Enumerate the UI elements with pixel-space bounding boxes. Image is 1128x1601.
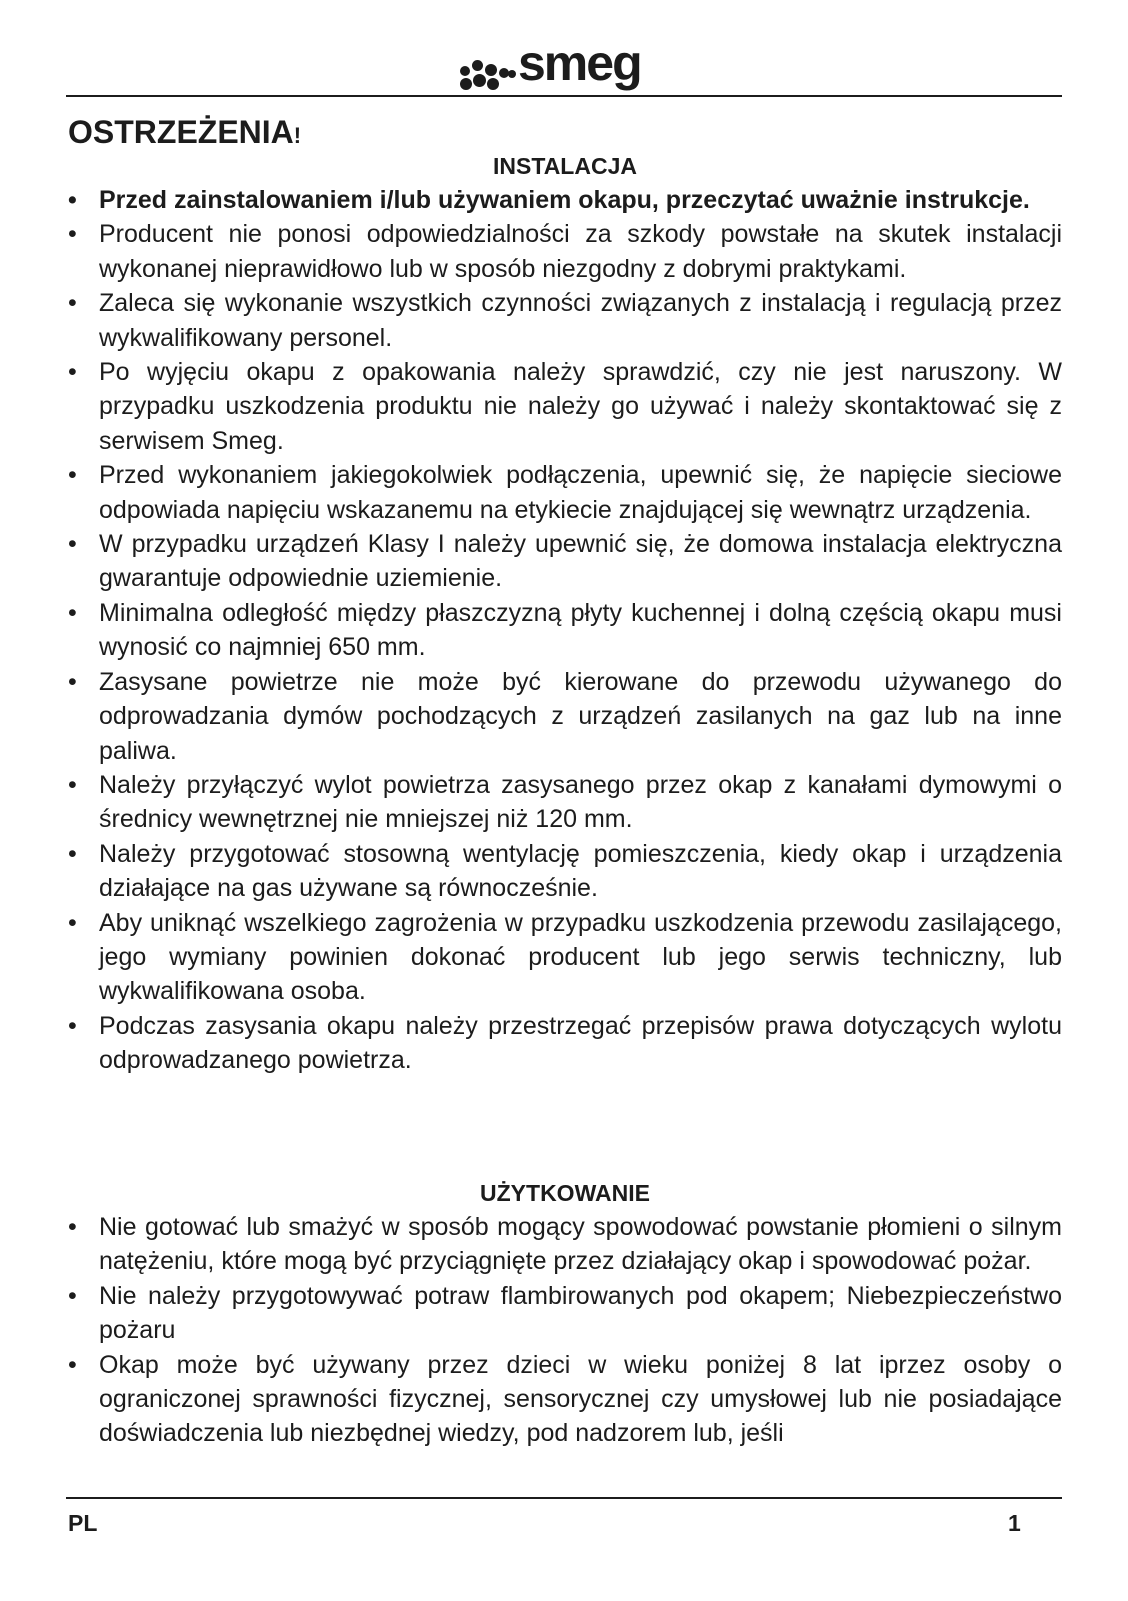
title-exclamation: ! (293, 123, 302, 148)
installation-item: • Po wyjęciu okapu z opakowania należy sprawdzić, czy nie jest naruszony. W przypadku uszkodzenia produktu nie należy go używać i należy skontaktować się z serwisem Smeg. (68, 355, 1062, 458)
header-rule (66, 95, 1062, 97)
installation-item: • Należy przyłączyć wylot powietrza zasysanego przez okap z kanałami dymowymi o średnicy wewnętrznej nie mniejszej niż 120 mm. (68, 768, 1062, 837)
installation-item: • Zaleca się wykonanie wszystkich czynności związanych z instalacją i regulacją przez wykwalifikowany personel. (68, 286, 1062, 355)
installation-list (68, 183, 1062, 1078)
installation-item: • Producent nie ponosi odpowiedzialności za szkody powstałe na skutek instalacji wykonanej nieprawidłowo lub w sposób niezgodny z dobrymi praktykami. (68, 217, 1062, 286)
usage-item: • Nie gotować lub smażyć w sposób mogący spowodować powstanie płomieni o silnym natężeniu, które mogą być przyciągnięte przez działający okap i spowodować pożar. (68, 1210, 1062, 1279)
smeg-logo (460, 35, 660, 94)
page-title (68, 116, 301, 148)
usage-list (68, 1210, 1062, 1451)
installation-heading: INSTALACJA (493, 153, 637, 179)
footer-language: PL (68, 1510, 98, 1536)
installation-item: • Zasysane powietrze nie może być kierowane do przewodu używanego do odprowadzania dymów pochodzących z urządzeń zasilanych na gaz lub na inne paliwa. (68, 665, 1062, 768)
installation-item: • Przed wykonaniem jakiegokolwiek podłączenia, upewnić się, że napięcie sieciowe odpowiada napięciu wskazanemu na etykiecie znajdującej się wewnątrz urządzenia. (68, 458, 1062, 527)
installation-item: • Minimalna odległość między płaszczyzną płyty kuchennej i dolną częścią okapu musi wynosić co najmniej 650 mm. (68, 596, 1062, 665)
installation-item: • Podczas zasysania okapu należy przestrzegać przepisów prawa dotyczących wylotu odprowadzanego powietrza. (68, 1009, 1062, 1078)
installation-item: • Aby uniknąć wszelkiego zagrożenia w przypadku uszkodzenia przewodu zasilającego, jego wymiany powinien dokonać producent lub jego serwis techniczny, lub wykwalifikowana osoba. (68, 906, 1062, 1009)
usage-item: • Okap może być używany przez dzieci w wieku poniżej 8 lat iprzez osoby o ograniczonej sprawności fizycznej, sensorycznej czy umysłowej lub nie posiadające doświadczenia lub niezbędnej wiedzy, pod nadzorem lub, jeśli (68, 1348, 1062, 1451)
page-number: 1 (1008, 1510, 1021, 1536)
installation-item: • Należy przygotować stosowną wentylację pomieszczenia, kiedy okap i urządzenia działające na gas używane są równocześnie. (68, 837, 1062, 906)
installation-item: • Przed zainstalowaniem i/lub używaniem okapu, przeczytać uważnie instrukcje. (68, 183, 1062, 217)
usage-heading: UŻYTKOWANIE (480, 1180, 650, 1206)
installation-item: • W przypadku urządzeń Klasy I należy upewnić się, że domowa instalacja elektryczna gwarantuje odpowiednie uziemienie. (68, 527, 1062, 596)
usage-item: • Nie należy przygotowywać potraw flambirowanych pod okapem; Niebezpieczeństwo pożaru (68, 1279, 1062, 1348)
footer-rule (66, 1497, 1062, 1499)
logo-wordmark: smeg (518, 35, 641, 91)
title-text: OSTRZEŻENIA (68, 114, 294, 150)
